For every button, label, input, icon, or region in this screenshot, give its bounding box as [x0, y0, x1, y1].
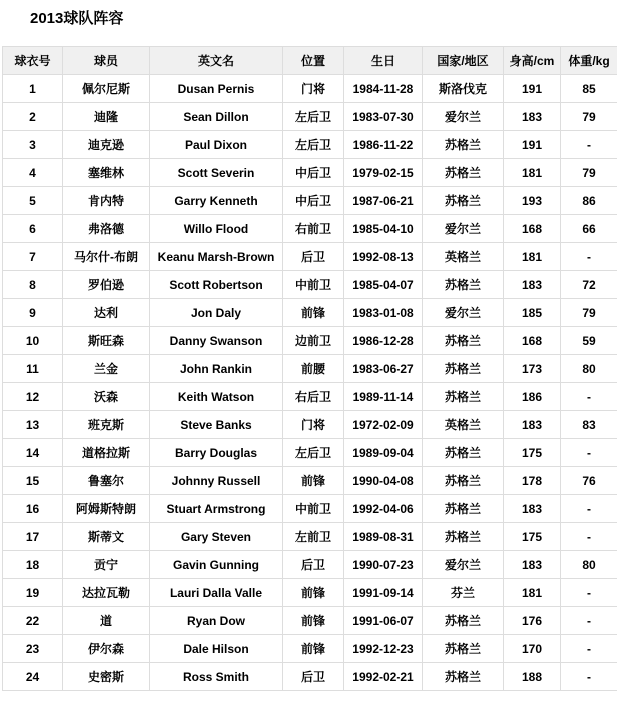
table-cell: 芬兰 — [423, 579, 504, 607]
table-cell: 181 — [504, 243, 561, 271]
table-cell: 苏格兰 — [423, 355, 504, 383]
table-cell: 1972-02-09 — [344, 411, 423, 439]
table-cell: Barry Douglas — [150, 439, 283, 467]
table-cell: 达拉瓦勒 — [63, 579, 150, 607]
table-cell: Scott Severin — [150, 159, 283, 187]
table-cell: 迪隆 — [63, 103, 150, 131]
roster-table — [2, 46, 617, 691]
table-cell: 左后卫 — [283, 131, 344, 159]
column-header-6: 身高/cm — [504, 47, 561, 75]
table-cell: 85 — [561, 75, 617, 103]
table-body — [3, 75, 617, 691]
table-row — [3, 355, 617, 383]
table-cell: 17 — [3, 523, 63, 551]
table-cell: - — [561, 243, 617, 271]
table-cell: 苏格兰 — [423, 271, 504, 299]
table-cell: 阿姆斯特朗 — [63, 495, 150, 523]
table-cell: 2 — [3, 103, 63, 131]
table-cell: 肯内特 — [63, 187, 150, 215]
table-cell: - — [561, 635, 617, 663]
table-cell: 1989-11-14 — [344, 383, 423, 411]
table-cell: 英格兰 — [423, 243, 504, 271]
table-cell: 苏格兰 — [423, 439, 504, 467]
table-cell: 1984-11-28 — [344, 75, 423, 103]
table-cell: - — [561, 523, 617, 551]
table-row — [3, 187, 617, 215]
table-cell: 爱尔兰 — [423, 215, 504, 243]
table-cell: 苏格兰 — [423, 523, 504, 551]
table-cell: 24 — [3, 663, 63, 691]
table-cell: 中后卫 — [283, 187, 344, 215]
table-cell: 191 — [504, 75, 561, 103]
table-cell: 英格兰 — [423, 411, 504, 439]
table-cell: 19 — [3, 579, 63, 607]
table-cell: 1992-04-06 — [344, 495, 423, 523]
table-cell: 佩尔尼斯 — [63, 75, 150, 103]
table-cell: 前锋 — [283, 467, 344, 495]
table-cell: 左后卫 — [283, 439, 344, 467]
table-cell: - — [561, 495, 617, 523]
table-cell: 爱尔兰 — [423, 551, 504, 579]
table-cell: 前锋 — [283, 635, 344, 663]
table-cell: 兰金 — [63, 355, 150, 383]
table-cell: 9 — [3, 299, 63, 327]
column-header-5: 国家/地区 — [423, 47, 504, 75]
table-cell: 72 — [561, 271, 617, 299]
table-row — [3, 131, 617, 159]
table-cell: 175 — [504, 523, 561, 551]
table-cell: 191 — [504, 131, 561, 159]
page-title: 2013球队阵容 — [30, 10, 124, 27]
table-cell: 13 — [3, 411, 63, 439]
table-header-row — [3, 47, 617, 75]
table-cell: Sean Dillon — [150, 103, 283, 131]
table-cell: 中前卫 — [283, 271, 344, 299]
table-cell: Ryan Dow — [150, 607, 283, 635]
table-row — [3, 103, 617, 131]
table-cell: 1985-04-10 — [344, 215, 423, 243]
table-cell: 168 — [504, 327, 561, 355]
table-cell: Gavin Gunning — [150, 551, 283, 579]
table-cell: 83 — [561, 411, 617, 439]
table-cell: 苏格兰 — [423, 467, 504, 495]
table-row — [3, 327, 617, 355]
table-cell: 186 — [504, 383, 561, 411]
table-cell: Steve Banks — [150, 411, 283, 439]
table-cell: 10 — [3, 327, 63, 355]
table-cell: 15 — [3, 467, 63, 495]
table-cell: - — [561, 663, 617, 691]
table-cell: 8 — [3, 271, 63, 299]
table-cell: 苏格兰 — [423, 131, 504, 159]
table-cell: 史密斯 — [63, 663, 150, 691]
table-cell: 1987-06-21 — [344, 187, 423, 215]
table-cell: 苏格兰 — [423, 159, 504, 187]
table-cell: 苏格兰 — [423, 327, 504, 355]
column-header-7: 体重/kg — [561, 47, 617, 75]
table-cell: Willo Flood — [150, 215, 283, 243]
table-cell: 173 — [504, 355, 561, 383]
table-cell: 1991-06-07 — [344, 607, 423, 635]
table-cell: 爱尔兰 — [423, 299, 504, 327]
table-cell: 170 — [504, 635, 561, 663]
table-cell: 1992-02-21 — [344, 663, 423, 691]
table-cell: Stuart Armstrong — [150, 495, 283, 523]
table-row — [3, 663, 617, 691]
table-cell: 6 — [3, 215, 63, 243]
table-cell: 斯洛伐克 — [423, 75, 504, 103]
column-header-1: 球员 — [63, 47, 150, 75]
table-cell: 80 — [561, 355, 617, 383]
table-cell: 181 — [504, 159, 561, 187]
table-cell: 伊尔森 — [63, 635, 150, 663]
table-cell: 道格拉斯 — [63, 439, 150, 467]
table-cell: 5 — [3, 187, 63, 215]
table-cell: 1986-11-22 — [344, 131, 423, 159]
table-row — [3, 299, 617, 327]
table-cell: 前锋 — [283, 579, 344, 607]
table-cell: 右后卫 — [283, 383, 344, 411]
table-cell: 178 — [504, 467, 561, 495]
table-row — [3, 635, 617, 663]
table-cell: Danny Swanson — [150, 327, 283, 355]
table-cell: 斯旺森 — [63, 327, 150, 355]
table-cell: 79 — [561, 103, 617, 131]
table-cell: 1990-07-23 — [344, 551, 423, 579]
table-cell: Keith Watson — [150, 383, 283, 411]
table-cell: - — [561, 131, 617, 159]
table-cell: 苏格兰 — [423, 663, 504, 691]
table-cell: 1992-12-23 — [344, 635, 423, 663]
table-cell: 183 — [504, 551, 561, 579]
table-cell: 班克斯 — [63, 411, 150, 439]
table-row — [3, 467, 617, 495]
table-cell: 1983-07-30 — [344, 103, 423, 131]
table-cell: 中前卫 — [283, 495, 344, 523]
table-cell: 马尔什-布朗 — [63, 243, 150, 271]
table-cell: 183 — [504, 271, 561, 299]
table-cell: 86 — [561, 187, 617, 215]
table-cell: 1990-04-08 — [344, 467, 423, 495]
table-cell: 183 — [504, 103, 561, 131]
table-cell: 168 — [504, 215, 561, 243]
table-row — [3, 215, 617, 243]
table-cell: 1992-08-13 — [344, 243, 423, 271]
table-cell: 188 — [504, 663, 561, 691]
table-row — [3, 523, 617, 551]
table-cell: John Rankin — [150, 355, 283, 383]
table-cell: 塞维林 — [63, 159, 150, 187]
table-row — [3, 495, 617, 523]
table-cell: 左前卫 — [283, 523, 344, 551]
table-cell: Scott Robertson — [150, 271, 283, 299]
table-cell: 后卫 — [283, 663, 344, 691]
table-cell: Dusan Pernis — [150, 75, 283, 103]
table-row — [3, 75, 617, 103]
table-cell: 4 — [3, 159, 63, 187]
table-cell: 贡宁 — [63, 551, 150, 579]
table-cell: 176 — [504, 607, 561, 635]
table-cell: 右前卫 — [283, 215, 344, 243]
table-cell: 80 — [561, 551, 617, 579]
table-cell: 前锋 — [283, 607, 344, 635]
table-cell: 1986-12-28 — [344, 327, 423, 355]
table-cell: 中后卫 — [283, 159, 344, 187]
table-row — [3, 411, 617, 439]
table-row — [3, 607, 617, 635]
table-row — [3, 159, 617, 187]
table-row — [3, 579, 617, 607]
table-cell: - — [561, 607, 617, 635]
table-row — [3, 383, 617, 411]
table-cell: 爱尔兰 — [423, 103, 504, 131]
column-header-2: 英文名 — [150, 47, 283, 75]
table-cell: 23 — [3, 635, 63, 663]
table-cell: Jon Daly — [150, 299, 283, 327]
table-cell: 22 — [3, 607, 63, 635]
column-header-4: 生日 — [344, 47, 423, 75]
table-cell: 1983-01-08 — [344, 299, 423, 327]
table-cell: 79 — [561, 159, 617, 187]
table-cell: 12 — [3, 383, 63, 411]
table-cell: 沃森 — [63, 383, 150, 411]
table-cell: 边前卫 — [283, 327, 344, 355]
table-cell: - — [561, 383, 617, 411]
table-cell: 181 — [504, 579, 561, 607]
table-cell: - — [561, 579, 617, 607]
table-cell: Lauri Dalla Valle — [150, 579, 283, 607]
table-cell: 后卫 — [283, 243, 344, 271]
table-cell: 1979-02-15 — [344, 159, 423, 187]
table-cell: 193 — [504, 187, 561, 215]
table-cell: 苏格兰 — [423, 635, 504, 663]
table-cell: 1 — [3, 75, 63, 103]
table-cell: 1985-04-07 — [344, 271, 423, 299]
table-cell: 79 — [561, 299, 617, 327]
table-cell: 183 — [504, 495, 561, 523]
table-cell: 道 — [63, 607, 150, 635]
table-cell: 175 — [504, 439, 561, 467]
table-cell: 苏格兰 — [423, 607, 504, 635]
table-row — [3, 439, 617, 467]
table-cell: 罗伯逊 — [63, 271, 150, 299]
table-cell: 迪克逊 — [63, 131, 150, 159]
table-cell: 左后卫 — [283, 103, 344, 131]
table-cell: 16 — [3, 495, 63, 523]
table-cell: 76 — [561, 467, 617, 495]
table-cell: 185 — [504, 299, 561, 327]
column-header-3: 位置 — [283, 47, 344, 75]
table-cell: 3 — [3, 131, 63, 159]
table-cell: 1989-08-31 — [344, 523, 423, 551]
table-cell: 后卫 — [283, 551, 344, 579]
table-row — [3, 243, 617, 271]
table-cell: 鲁塞尔 — [63, 467, 150, 495]
table-row — [3, 271, 617, 299]
table-cell: 斯蒂文 — [63, 523, 150, 551]
table-cell: Paul Dixon — [150, 131, 283, 159]
table-cell: Dale Hilson — [150, 635, 283, 663]
table-cell: 前腰 — [283, 355, 344, 383]
table-header — [3, 47, 617, 75]
table-cell: 1991-09-14 — [344, 579, 423, 607]
table-cell: 59 — [561, 327, 617, 355]
table-cell: 弗洛德 — [63, 215, 150, 243]
table-cell: 11 — [3, 355, 63, 383]
table-cell: 苏格兰 — [423, 383, 504, 411]
table-cell: 门将 — [283, 75, 344, 103]
table-cell: Keanu Marsh-Brown — [150, 243, 283, 271]
table-cell: Johnny Russell — [150, 467, 283, 495]
table-cell: Ross Smith — [150, 663, 283, 691]
table-row — [3, 551, 617, 579]
table-cell: 苏格兰 — [423, 187, 504, 215]
table-cell: 达利 — [63, 299, 150, 327]
table-cell: 门将 — [283, 411, 344, 439]
column-header-0: 球衣号 — [3, 47, 63, 75]
table-cell: - — [561, 439, 617, 467]
table-cell: 前锋 — [283, 299, 344, 327]
table-cell: 苏格兰 — [423, 495, 504, 523]
table-cell: 1989-09-04 — [344, 439, 423, 467]
table-cell: 1983-06-27 — [344, 355, 423, 383]
table-cell: 18 — [3, 551, 63, 579]
table-cell: 14 — [3, 439, 63, 467]
table-cell: 66 — [561, 215, 617, 243]
table-cell: Garry Kenneth — [150, 187, 283, 215]
table-cell: 183 — [504, 411, 561, 439]
table-cell: 7 — [3, 243, 63, 271]
table-cell: Gary Steven — [150, 523, 283, 551]
